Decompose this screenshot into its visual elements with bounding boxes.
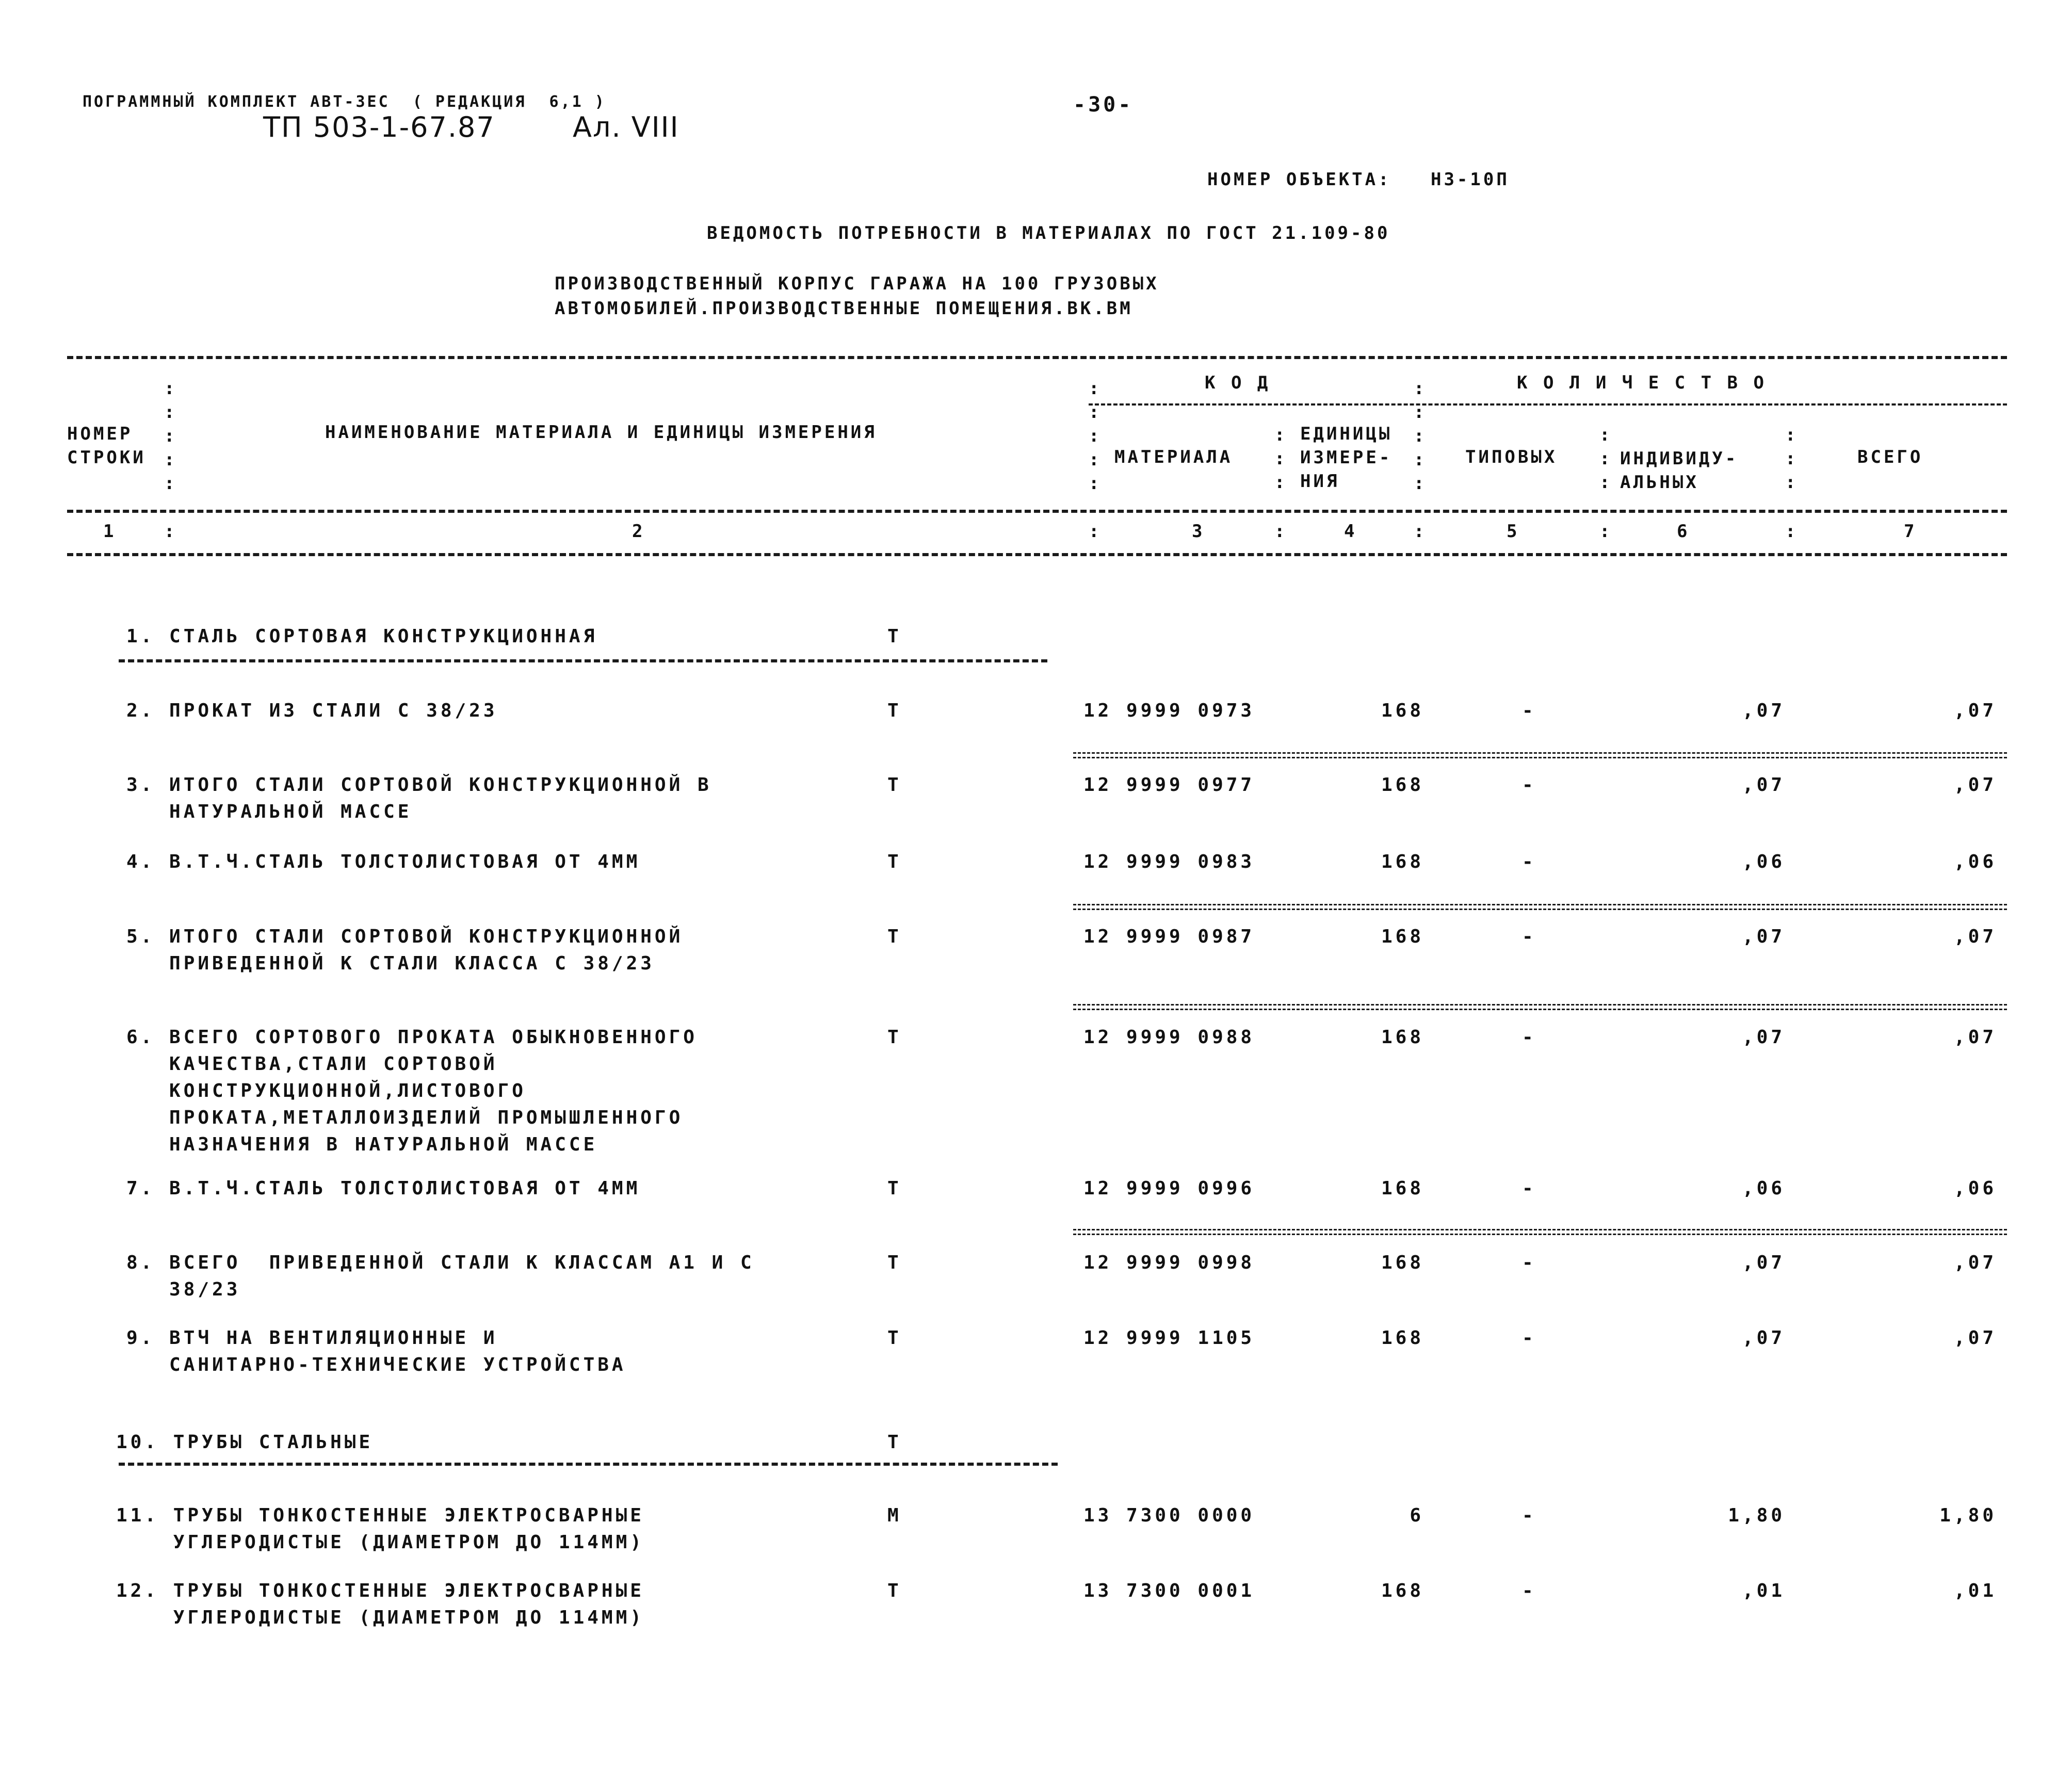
row-4-typical: - — [1522, 851, 1536, 872]
row-6-name: 6. ВСЕГО СОРТОВОГО ПРОКАТА ОБЫКНОВЕННОГО КАЧЕСТВА,СТАЛИ СОРТОВОЙ КОНСТРУКЦИОННОЙ,ЛИСТОВОГО ПРОКАТА,МЕТАЛЛОИЗДЕЛИЙ ПРОМЫШЛЕННОГО НАЗНАЧЕНИЯ В НАТУРАЛЬНОЙ МАССЕ — [126, 1027, 698, 1155]
col-number-6: 6 — [1677, 521, 1690, 542]
row-4-individual: ,06 — [1742, 851, 1785, 872]
section-underline — [119, 659, 1047, 662]
subtotal-rule — [1073, 1229, 2007, 1235]
project-code: ТП 503-1-67.87 — [263, 111, 495, 143]
header-typical: ТИПОВЫХ — [1465, 447, 1558, 467]
header-separator: : : : : : — [1414, 378, 1424, 494]
row-1-name: 1. СТАЛЬ СОРТОВАЯ КОНСТРУКЦИОННАЯ — [126, 626, 598, 647]
row-2-unit: Т — [887, 700, 902, 721]
row-2-total: ,07 — [1953, 700, 1997, 721]
row-3-unit-code: 168 — [1381, 774, 1424, 796]
header-group-quantity: К О Л И Ч Е С Т В О — [1517, 372, 1767, 393]
header-material-code: МАТЕРИАЛА — [1114, 447, 1233, 467]
row-11-unit-code: 6 — [1410, 1505, 1424, 1526]
row-2-individual: ,07 — [1742, 700, 1785, 721]
row-8-unit-code: 168 — [1381, 1252, 1424, 1273]
subtitle-line-1: ПРОИЗВОДСТВЕННЫЙ КОРПУС ГАРАЖА НА 100 ГРУЗОВЫХ — [555, 273, 1159, 294]
header-separator: : — [1599, 521, 1610, 542]
row-12-name: 12. ТРУБЫ ТОНКОСТЕННЫЕ ЭЛЕКТРОСВАРНЫЕ УГЛЕРОДИСТЫЕ (ДИАМЕТРОМ ДО 114ММ) — [116, 1580, 644, 1628]
row-2-unit-code: 168 — [1381, 700, 1424, 721]
row-2-typical: - — [1522, 700, 1536, 721]
row-2-name: 2. ПРОКАТ ИЗ СТАЛИ С 38/23 — [126, 700, 498, 721]
header-separator: : : : — [1274, 425, 1285, 493]
row-4-unit-code: 168 — [1381, 851, 1424, 872]
row-5-typical: - — [1522, 926, 1536, 947]
row-11-individual: 1,80 — [1728, 1505, 1785, 1526]
row-8-unit: Т — [887, 1252, 902, 1273]
header-separator: : — [1414, 521, 1424, 542]
row-8-individual: ,07 — [1742, 1252, 1785, 1273]
row-10-unit: Т — [887, 1432, 902, 1453]
col-number-7: 7 — [1904, 521, 1917, 542]
row-6-total: ,07 — [1953, 1027, 1997, 1048]
row-1-unit: Т — [887, 626, 902, 647]
header-sub-rule — [1089, 403, 2007, 406]
row-4-material-code: 12 9999 0983 — [1083, 851, 1255, 872]
col-number-3: 3 — [1192, 521, 1205, 542]
row-7-total: ,06 — [1953, 1178, 1997, 1199]
row-4-name: 4. В.Т.Ч.СТАЛЬ ТОЛСТОЛИСТОВАЯ ОТ 4ММ — [126, 851, 641, 872]
row-3-total: ,07 — [1953, 774, 1997, 796]
row-12-individual: ,01 — [1742, 1580, 1785, 1601]
header-row-number: НОМЕР СТРОКИ — [67, 424, 146, 468]
row-11-name: 11. ТРУБЫ ТОНКОСТЕННЫЕ ЭЛЕКТРОСВАРНЫЕ УГЛЕРОДИСТЫЕ (ДИАМЕТРОМ ДО 114ММ) — [116, 1505, 644, 1553]
row-9-unit: Т — [887, 1327, 902, 1349]
document-title: ВЕДОМОСТЬ ПОТРЕБНОСТИ В МАТЕРИАЛАХ ПО ГОСТ 21.109-80 — [707, 223, 1390, 244]
row-7-unit-code: 168 — [1381, 1178, 1424, 1199]
header-separator: : — [1089, 521, 1099, 542]
row-12-unit: Т — [887, 1580, 902, 1601]
row-12-typical: - — [1522, 1580, 1536, 1601]
header-group-kod: К О Д — [1205, 372, 1271, 393]
row-6-typical: - — [1522, 1027, 1536, 1048]
row-9-individual: ,07 — [1742, 1327, 1785, 1349]
row-9-typical: - — [1522, 1327, 1536, 1349]
row-12-material-code: 13 7300 0001 — [1083, 1580, 1255, 1601]
row-6-material-code: 12 9999 0988 — [1083, 1027, 1255, 1048]
row-6-unit: Т — [887, 1027, 902, 1048]
row-6-unit-code: 168 — [1381, 1027, 1424, 1048]
header-individual: ИНДИВИДУ- АЛЬНЫХ — [1620, 448, 1739, 493]
row-5-unit-code: 168 — [1381, 926, 1424, 947]
row-8-name: 8. ВСЕГО ПРИВЕДЕННОЙ СТАЛИ К КЛАССАМ А1 И С 38/23 — [126, 1252, 755, 1300]
row-4-total: ,06 — [1953, 851, 1997, 872]
row-6-individual: ,07 — [1742, 1027, 1785, 1048]
section-underline — [119, 1463, 1058, 1466]
row-5-total: ,07 — [1953, 926, 1997, 947]
row-12-total: ,01 — [1953, 1580, 1997, 1601]
row-9-name: 9. ВТЧ НА ВЕНТИЛЯЦИОННЫЕ И САНИТАРНО-ТЕХНИЧЕСКИЕ УСТРОЙСТВА — [126, 1327, 626, 1375]
header-total: ВСЕГО — [1857, 447, 1923, 467]
header-separator: : — [1274, 521, 1285, 542]
row-11-total: 1,80 — [1939, 1505, 1997, 1526]
subtotal-rule — [1073, 1004, 2007, 1010]
subtotal-rule — [1073, 904, 2007, 910]
row-3-material-code: 12 9999 0977 — [1083, 774, 1255, 796]
row-3-typical: - — [1522, 774, 1536, 796]
table-header-bottom-rule — [67, 553, 2007, 556]
row-7-unit: Т — [887, 1178, 902, 1199]
row-5-unit: Т — [887, 926, 902, 947]
program-line: ПОГРАММНЫЙ КОМПЛЕКТ АВТ-ЗЕС ( РЕДАКЦИЯ 6,1 ) — [83, 93, 606, 111]
header-separator: : — [1785, 521, 1796, 542]
subtitle-line-2: АВТОМОБИЛЕЙ.ПРОИЗВОДСТВЕННЫЕ ПОМЕЩЕНИЯ.ВК.ВМ — [555, 298, 1133, 319]
row-9-material-code: 12 9999 1105 — [1083, 1327, 1255, 1349]
row-7-name: 7. В.Т.Ч.СТАЛЬ ТОЛСТОЛИСТОВАЯ ОТ 4ММ — [126, 1178, 641, 1199]
header-unit-code: ЕДИНИЦЫ ИЗМЕРЕ- НИЯ — [1300, 424, 1393, 492]
header-separator: : — [164, 521, 175, 542]
header-separator: : : : : : — [1089, 378, 1099, 494]
row-3-name: 3. ИТОГО СТАЛИ СОРТОВОЙ КОНСТРУКЦИОННОЙ В НАТУРАЛЬНОЙ МАССЕ — [126, 774, 712, 822]
row-5-name: 5. ИТОГО СТАЛИ СОРТОВОЙ КОНСТРУКЦИОННОЙ ПРИВЕДЕННОЙ К СТАЛИ КЛАССА С 38/23 — [126, 926, 684, 974]
row-7-individual: ,06 — [1742, 1178, 1785, 1199]
header-rule — [67, 510, 2007, 513]
header-separator: : : : — [1599, 425, 1610, 493]
header-separator: : : : : : — [164, 378, 175, 494]
row-7-typical: - — [1522, 1178, 1536, 1199]
object-number: НОМЕР ОБЪЕКТА: НЗ-10П — [1207, 169, 1510, 190]
row-8-typical: - — [1522, 1252, 1536, 1273]
col-number-5: 5 — [1507, 521, 1520, 542]
row-9-total: ,07 — [1953, 1327, 1997, 1349]
row-11-unit: М — [887, 1505, 902, 1526]
header-separator: : : : — [1785, 425, 1796, 493]
row-3-unit: Т — [887, 774, 902, 796]
row-4-unit: Т — [887, 851, 902, 872]
page-number: -30- — [1073, 93, 1134, 117]
table-top-rule — [67, 356, 2007, 359]
col-number-1: 1 — [103, 521, 117, 542]
row-5-individual: ,07 — [1742, 926, 1785, 947]
row-5-material-code: 12 9999 0987 — [1083, 926, 1255, 947]
subtotal-rule — [1073, 752, 2007, 758]
row-2-material-code: 12 9999 0973 — [1083, 700, 1255, 721]
col-number-2: 2 — [632, 521, 645, 542]
row-9-unit-code: 168 — [1381, 1327, 1424, 1349]
row-8-material-code: 12 9999 0998 — [1083, 1252, 1255, 1273]
header-material-name: НАИМЕНОВАНИЕ МАТЕРИАЛА И ЕДИНИЦЫ ИЗМЕРЕНИЯ — [325, 422, 877, 443]
col-number-4: 4 — [1344, 521, 1357, 542]
row-10-name: 10. ТРУБЫ СТАЛЬНЫЕ — [116, 1432, 374, 1453]
row-3-individual: ,07 — [1742, 774, 1785, 796]
row-7-material-code: 12 9999 0996 — [1083, 1178, 1255, 1199]
row-11-typical: - — [1522, 1505, 1536, 1526]
row-8-total: ,07 — [1953, 1252, 1997, 1273]
row-12-unit-code: 168 — [1381, 1580, 1424, 1601]
row-11-material-code: 13 7300 0000 — [1083, 1505, 1255, 1526]
album-number: Ал. VIII — [573, 111, 679, 143]
